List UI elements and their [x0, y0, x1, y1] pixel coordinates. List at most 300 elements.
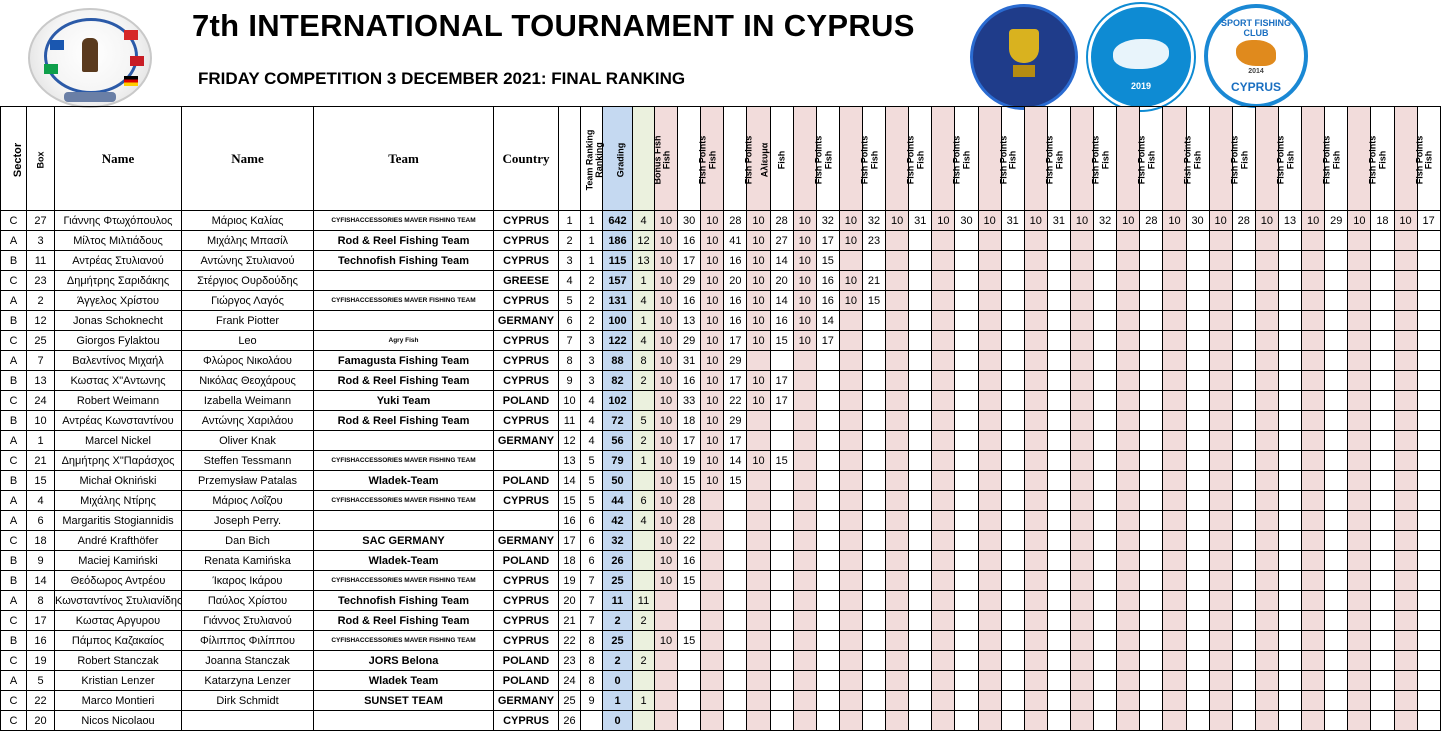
catch-cell [978, 271, 1001, 291]
catch-cell: 29 [678, 331, 701, 351]
team-ranking-cell: 13 [559, 451, 581, 471]
catch-cell [1094, 651, 1117, 671]
catch-cell [1302, 511, 1325, 531]
sector-cell: B [1, 311, 27, 331]
catch-cell [1001, 331, 1024, 351]
catch-cell [862, 511, 885, 531]
catch-cell [1302, 251, 1325, 271]
header-catch-label: Fish [661, 150, 672, 169]
name-2-cell: Γιώργος Λαγός [182, 291, 314, 311]
catch-cell [886, 371, 909, 391]
bonus-cell [633, 671, 655, 691]
header-catch-3 [724, 107, 754, 211]
catch-cell: 18 [1371, 211, 1394, 231]
catch-cell [978, 671, 1001, 691]
name-1-cell: Πάμπος Καζακαίος [55, 631, 182, 651]
catch-cell [1348, 271, 1371, 291]
name-2-cell: Katarzyna Lenzer [182, 671, 314, 691]
catch-cell [1348, 571, 1371, 591]
catch-cell [932, 511, 955, 531]
header-catch-28 [1302, 107, 1332, 211]
catch-cell [1001, 231, 1024, 251]
catch-cell: 10 [655, 331, 678, 351]
catch-cell [1001, 251, 1024, 271]
catch-cell [1325, 371, 1348, 391]
catch-cell [1001, 451, 1024, 471]
team-ranking-cell: 3 [559, 251, 581, 271]
catch-cell: 30 [678, 211, 701, 231]
catch-cell [1140, 331, 1163, 351]
catch-cell: 16 [678, 371, 701, 391]
catch-cell [1255, 531, 1278, 551]
country-cell: POLAND [494, 671, 559, 691]
team-ranking-cell: 4 [559, 271, 581, 291]
grading-cell: 44 [603, 491, 633, 511]
catch-cell [1094, 551, 1117, 571]
catch-cell: 14 [770, 291, 793, 311]
catch-cell [1163, 591, 1186, 611]
catch-cell [1024, 551, 1047, 571]
catch-cell [816, 591, 839, 611]
catch-cell: 10 [886, 211, 909, 231]
catch-cell [1255, 451, 1278, 471]
country-cell: CYPRUS [494, 231, 559, 251]
catch-cell [724, 611, 747, 631]
header-catch-label: Fish [1331, 150, 1342, 169]
catch-cell [1417, 351, 1440, 371]
catch-cell [886, 571, 909, 591]
catch-cell [1278, 391, 1301, 411]
catch-cell [1117, 631, 1140, 651]
team-cell: Rod & Reel Fishing Team [314, 231, 494, 251]
catch-cell [1278, 331, 1301, 351]
catch-cell [1047, 271, 1070, 291]
catch-cell [1278, 251, 1301, 271]
catch-cell: 10 [793, 231, 816, 251]
catch-cell [1302, 651, 1325, 671]
catch-cell [886, 551, 909, 571]
header-catch-8 [839, 107, 870, 211]
grading-cell: 102 [603, 391, 633, 411]
table-row [1, 491, 1441, 511]
grading-cell: 186 [603, 231, 633, 251]
catch-cell [1232, 711, 1255, 731]
grading-cell: 100 [603, 311, 633, 331]
catch-cell: 10 [747, 231, 770, 251]
catch-cell [747, 671, 770, 691]
header-catch-label: Fish [1007, 150, 1018, 169]
header-name-1: Name [55, 107, 182, 211]
catch-cell [701, 551, 724, 571]
header-catch-label: Fish [1146, 150, 1157, 169]
header-sector [1, 107, 27, 211]
catch-cell [1186, 451, 1209, 471]
name-2-cell: Στέργιος Ουρδούδης [182, 271, 314, 291]
catch-cell [1232, 271, 1255, 291]
catch-cell [816, 631, 839, 651]
catch-cell: 10 [1348, 211, 1371, 231]
catch-cell [978, 511, 1001, 531]
catch-cell [1163, 671, 1186, 691]
catch-cell: 15 [678, 571, 701, 591]
catch-cell [747, 411, 770, 431]
catch-cell [839, 591, 862, 611]
catch-cell [793, 391, 816, 411]
team-ranking-cell: 18 [559, 551, 581, 571]
catch-cell [839, 431, 862, 451]
team-cell: Agry Fish [314, 331, 494, 351]
catch-cell [701, 691, 724, 711]
catch-cell [1117, 431, 1140, 451]
catch-cell [1394, 451, 1417, 471]
catch-cell [1348, 611, 1371, 631]
catch-cell [1232, 411, 1255, 431]
bonus-cell [633, 551, 655, 571]
catch-cell [1371, 631, 1394, 651]
catch-cell [1094, 571, 1117, 591]
catch-cell [839, 411, 862, 431]
box-cell: 13 [27, 371, 55, 391]
catch-cell [1417, 451, 1440, 471]
team-cell [314, 511, 494, 531]
catch-cell [1117, 471, 1140, 491]
catch-cell: 10 [701, 251, 724, 271]
catch-cell [1001, 371, 1024, 391]
catch-cell: 22 [724, 391, 747, 411]
catch-cell [747, 511, 770, 531]
header-catch-label: Fish Points [1228, 135, 1239, 184]
table-row [1, 251, 1441, 271]
catch-cell [1348, 331, 1371, 351]
catch-cell [955, 691, 978, 711]
catch-cell [862, 391, 885, 411]
header-catch-32 [1394, 107, 1424, 211]
catch-cell [793, 551, 816, 571]
header-country: Country [494, 107, 559, 211]
catch-cell [886, 331, 909, 351]
catch-cell [932, 471, 955, 491]
grading-cell: 79 [603, 451, 633, 471]
catch-cell [1070, 571, 1093, 591]
header-team: Team [314, 107, 494, 211]
catch-cell [955, 611, 978, 631]
catch-cell [839, 471, 862, 491]
sector-cell: B [1, 631, 27, 651]
catch-cell [678, 671, 701, 691]
box-cell: 12 [27, 311, 55, 331]
sector-cell: A [1, 431, 27, 451]
catch-cell [816, 651, 839, 671]
catch-cell [1001, 351, 1024, 371]
catch-cell [955, 571, 978, 591]
catch-cell [1325, 271, 1348, 291]
ranking-cell: 4 [581, 411, 603, 431]
catch-cell: 41 [724, 231, 747, 251]
header-bonus-fish-label: Bonus Fish [652, 135, 663, 184]
catch-cell [1325, 711, 1348, 731]
catch-cell [839, 691, 862, 711]
catch-cell [1047, 591, 1070, 611]
grading-cell: 25 [603, 571, 633, 591]
catch-cell: 10 [701, 411, 724, 431]
catch-cell [770, 351, 793, 371]
catch-cell [1325, 611, 1348, 631]
ranking-cell: 2 [581, 271, 603, 291]
name-1-cell: Michał Okniński [55, 471, 182, 491]
catch-cell: 22 [678, 531, 701, 551]
catch-cell [1163, 331, 1186, 351]
catch-cell [1094, 691, 1117, 711]
catch-cell [1117, 231, 1140, 251]
catch-cell [1140, 251, 1163, 271]
catch-cell [1209, 251, 1232, 271]
catch-cell [932, 571, 955, 591]
box-cell: 20 [27, 711, 55, 731]
catch-cell: 10 [839, 291, 862, 311]
catch-cell [1163, 491, 1186, 511]
catch-cell [816, 571, 839, 591]
bonus-cell [633, 631, 655, 651]
catch-cell: 17 [678, 251, 701, 271]
ranking-cell: 4 [581, 391, 603, 411]
catch-cell [1186, 511, 1209, 531]
team-ranking-cell: 1 [559, 211, 581, 231]
catch-cell [1070, 411, 1093, 431]
catch-cell: 10 [655, 271, 678, 291]
catch-cell: 10 [701, 471, 724, 491]
name-2-cell: Dan Bich [182, 531, 314, 551]
ranking-cell: 7 [581, 591, 603, 611]
grading-cell: 88 [603, 351, 633, 371]
catch-cell [1117, 711, 1140, 731]
catch-cell [1186, 391, 1209, 411]
catch-cell [678, 611, 701, 631]
catch-cell [978, 251, 1001, 271]
page-title: 7th INTERNATIONAL TOURNAMENT IN CYPRUS [192, 8, 915, 43]
sector-cell: B [1, 471, 27, 491]
sport-fishing-club-cyprus-logo [1204, 4, 1308, 108]
catch-cell [793, 411, 816, 431]
catch-cell [1163, 451, 1186, 471]
country-cell: CYPRUS [494, 291, 559, 311]
catch-cell [1255, 371, 1278, 391]
catch-cell [1302, 371, 1325, 391]
catch-cell [1325, 451, 1348, 471]
catch-cell: 16 [770, 311, 793, 331]
catch-cell [1232, 291, 1255, 311]
header-team-ranking [559, 107, 595, 211]
catch-cell [1070, 631, 1093, 651]
bonus-cell: 1 [633, 451, 655, 471]
catch-cell [1047, 411, 1070, 431]
table-row [1, 271, 1441, 291]
club-year: 2014 [1248, 68, 1264, 75]
catch-cell [909, 291, 932, 311]
catch-cell: 10 [978, 211, 1001, 231]
catch-cell [862, 411, 885, 431]
catch-cell [1070, 491, 1093, 511]
catch-cell [1140, 391, 1163, 411]
catch-cell [1001, 691, 1024, 711]
catch-cell [1140, 411, 1163, 431]
catch-cell [1024, 331, 1047, 351]
catch-cell [909, 691, 932, 711]
table-row [1, 431, 1441, 451]
catch-cell [1302, 351, 1325, 371]
catch-cell [862, 451, 885, 471]
header-catch-18 [1070, 107, 1101, 211]
catch-cell [1232, 691, 1255, 711]
catch-cell [1278, 431, 1301, 451]
catch-cell [1302, 491, 1325, 511]
catch-cell [1186, 551, 1209, 571]
catch-cell [862, 351, 885, 371]
catch-cell [1371, 591, 1394, 611]
catch-cell [1232, 431, 1255, 451]
catch-cell [1255, 351, 1278, 371]
table-row [1, 571, 1441, 591]
catch-cell [886, 671, 909, 691]
catch-cell [724, 631, 747, 651]
catch-cell: 10 [747, 391, 770, 411]
catch-cell [1047, 231, 1070, 251]
table-row [1, 311, 1441, 331]
name-1-cell: Αντρέας Στυλιανού [55, 251, 182, 271]
catch-cell [955, 431, 978, 451]
catch-cell [955, 351, 978, 371]
catch-cell [1070, 351, 1093, 371]
name-1-cell: Μιχάλης Ντίρης [55, 491, 182, 511]
bonus-cell: 4 [633, 511, 655, 531]
catch-cell [1070, 311, 1093, 331]
catch-cell [1024, 591, 1047, 611]
catch-cell [909, 451, 932, 471]
catch-cell [793, 571, 816, 591]
catch-cell [701, 591, 724, 611]
catch-cell: 27 [770, 231, 793, 251]
catch-cell [1094, 291, 1117, 311]
team-ranking-cell: 23 [559, 651, 581, 671]
catch-cell [701, 711, 724, 731]
catch-cell [1302, 591, 1325, 611]
catch-cell: 17 [724, 331, 747, 351]
team-ranking-cell: 21 [559, 611, 581, 631]
catch-cell [886, 391, 909, 411]
box-cell: 17 [27, 611, 55, 631]
catch-cell: 30 [1186, 211, 1209, 231]
catch-cell [1070, 591, 1093, 611]
catch-cell [1186, 571, 1209, 591]
catch-cell [1094, 471, 1117, 491]
catch-cell [862, 671, 885, 691]
name-2-cell: Φίλιππος Φιλίππου [182, 631, 314, 651]
catch-cell [1117, 351, 1140, 371]
catch-cell [1001, 591, 1024, 611]
table-row [1, 471, 1441, 491]
sector-cell: A [1, 231, 27, 251]
catch-cell: 10 [1255, 211, 1278, 231]
header-catch-label: Fish Points [1044, 135, 1055, 184]
tournament-logo [28, 8, 152, 108]
catch-cell [747, 611, 770, 631]
header-catch-label: Fish Points [1275, 135, 1286, 184]
bonus-cell [633, 471, 655, 491]
catch-cell [932, 551, 955, 571]
catch-cell [862, 691, 885, 711]
catch-cell [1209, 411, 1232, 431]
catch-cell [1232, 571, 1255, 591]
catch-cell: 10 [747, 451, 770, 471]
catch-cell [1186, 691, 1209, 711]
catch-cell: 16 [816, 271, 839, 291]
catch-cell: 10 [793, 211, 816, 231]
catch-cell [1325, 651, 1348, 671]
catch-cell [816, 411, 839, 431]
catch-cell [770, 651, 793, 671]
table-row [1, 611, 1441, 631]
catch-cell [1278, 371, 1301, 391]
catch-cell [655, 611, 678, 631]
catch-cell [747, 551, 770, 571]
federation-year: 2019 [1130, 81, 1152, 91]
box-cell: 8 [27, 591, 55, 611]
sector-cell: C [1, 331, 27, 351]
catch-cell [932, 311, 955, 331]
catch-cell [1070, 431, 1093, 451]
catch-cell [1186, 311, 1209, 331]
name-2-cell: Γιάννος Στυλιανού [182, 611, 314, 631]
name-2-cell: Μιχάλης Μπασίλ [182, 231, 314, 251]
team-ranking-cell: 22 [559, 631, 581, 651]
catch-cell [1325, 571, 1348, 591]
catch-cell [1024, 611, 1047, 631]
catch-cell: 31 [678, 351, 701, 371]
catch-cell [862, 651, 885, 671]
catch-cell [1255, 251, 1278, 271]
catch-cell [1394, 571, 1417, 591]
catch-cell [1417, 671, 1440, 691]
catch-cell [839, 611, 862, 631]
sector-cell: C [1, 451, 27, 471]
catch-cell [1278, 671, 1301, 691]
catch-cell [1024, 651, 1047, 671]
name-2-cell: Izabella Weimann [182, 391, 314, 411]
catch-cell: 10 [655, 291, 678, 311]
catch-cell [1070, 531, 1093, 551]
catch-cell [1394, 651, 1417, 671]
catch-cell [1163, 711, 1186, 731]
catch-cell [1232, 651, 1255, 671]
catch-cell [747, 491, 770, 511]
catch-cell [1047, 611, 1070, 631]
ranking-cell: 1 [581, 211, 603, 231]
catch-cell [1024, 531, 1047, 551]
catch-cell [1348, 631, 1371, 651]
catch-cell [1117, 591, 1140, 611]
catch-cell [1255, 711, 1278, 731]
catch-cell [1094, 331, 1117, 351]
catch-cell [978, 611, 1001, 631]
catch-cell [1140, 531, 1163, 551]
team-cell: Rod & Reel Fishing Team [314, 371, 494, 391]
sector-cell: A [1, 511, 27, 531]
catch-cell [816, 531, 839, 551]
catch-cell: 16 [678, 291, 701, 311]
catch-cell [1117, 411, 1140, 431]
catch-cell [932, 671, 955, 691]
country-cell [494, 511, 559, 531]
catch-cell [1094, 431, 1117, 451]
